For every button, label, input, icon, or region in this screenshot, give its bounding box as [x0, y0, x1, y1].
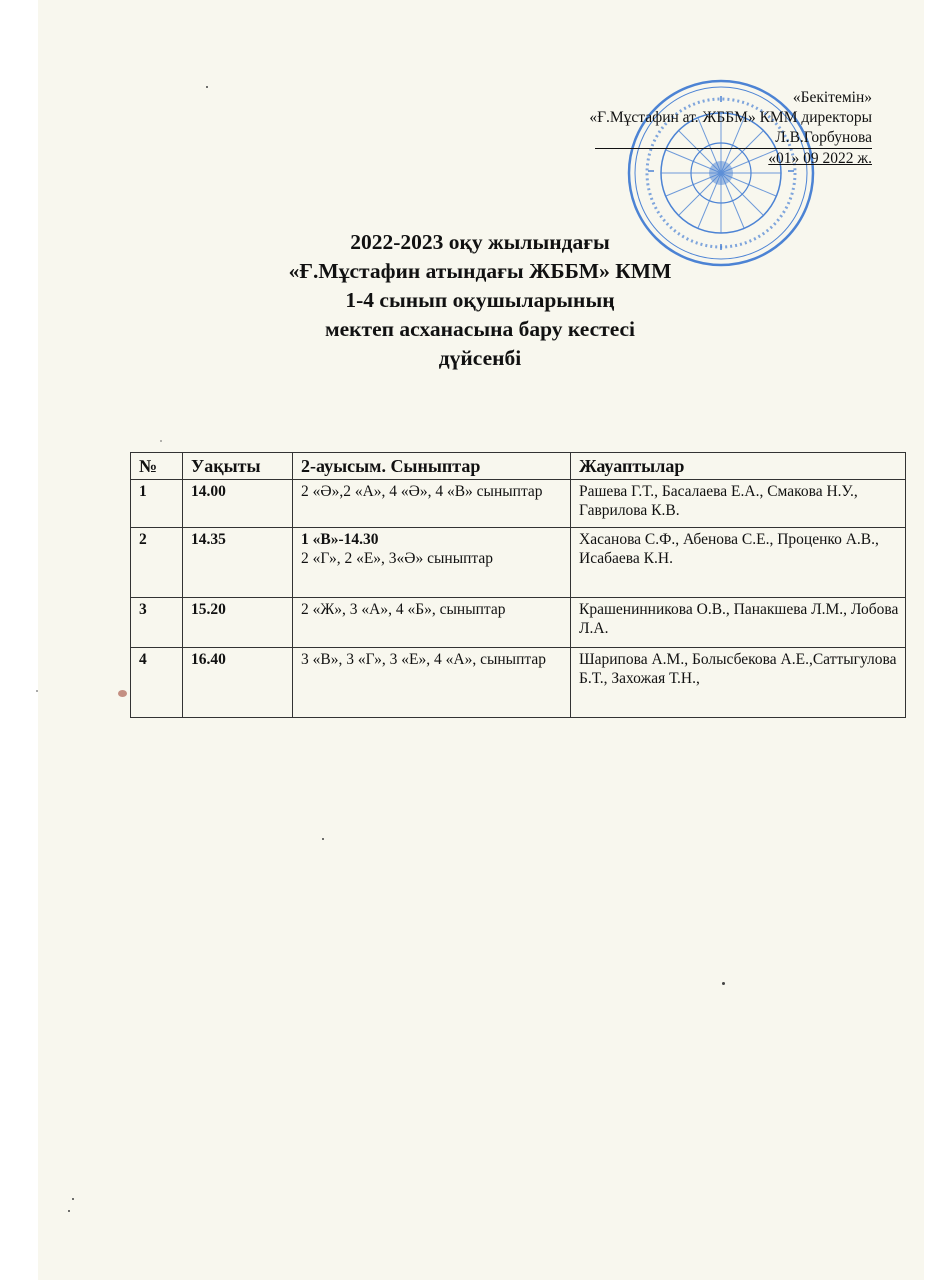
- row-classes-bold-text: 1 «В»-14.30: [301, 531, 379, 548]
- row-responsible: Хасанова С.Ф., Абенова С.Е., Проценко А.В., Исабаева К.Н.: [571, 528, 906, 598]
- row-classes: [293, 598, 571, 648]
- row-classes: [293, 480, 571, 528]
- schedule-table: [130, 452, 906, 718]
- approval-label: «Бекітемін»: [792, 89, 872, 106]
- row-number: 3: [131, 598, 183, 648]
- row-number: 4: [131, 648, 183, 718]
- title-line-1: 2022-2023 оқу жылындағы: [350, 230, 610, 254]
- header-responsible: Жауаптылар: [571, 453, 906, 480]
- approval-date: «01» 09 2022 ж.: [768, 150, 872, 167]
- row-classes: [293, 528, 571, 598]
- row-responsible: Рашева Г.Т., Басалаева Е.А., Смакова Н.У., Гаврилова К.В.: [571, 480, 906, 528]
- approval-block: [512, 88, 872, 169]
- row-responsible: Крашенинникова О.В., Панакшева Л.М., Лобова Л.А.: [571, 598, 906, 648]
- row-classes-text: 2 «Г», 2 «Е», 3«Ә» сыныптар: [301, 550, 494, 567]
- title-line-2: «Ғ.Мұстафин атындағы ЖББМ» КММ: [288, 259, 672, 283]
- table-row: [131, 648, 906, 718]
- scan-margin-left: [0, 0, 38, 1280]
- table-row: [131, 480, 906, 528]
- title-line-3: 1-4 сынып оқушыларының: [345, 288, 615, 312]
- table-row: [131, 598, 906, 648]
- title-line-4: мектеп асханасына бару кестесі: [324, 317, 636, 341]
- row-time: 16.40: [183, 648, 293, 718]
- row-number: 1: [131, 480, 183, 528]
- approval-director-title: «Ғ.Мұстафин ат. ЖББМ» КММ директоры: [589, 109, 872, 126]
- document-title: [200, 228, 760, 373]
- row-classes-text: 2 «Ә»,2 «А», 4 «Ә», 4 «В» сыныптар: [301, 483, 543, 500]
- row-number: 2: [131, 528, 183, 598]
- row-time: 15.20: [183, 598, 293, 648]
- table-header-row: [131, 453, 906, 480]
- title-line-5: дүйсенбі: [438, 346, 522, 370]
- table-row: [131, 528, 906, 598]
- row-time: 14.35: [183, 528, 293, 598]
- row-responsible: Шарипова А.М., Болысбекова А.Е.,Саттыгулова Б.Т., Захожая Т.Н.,: [571, 648, 906, 718]
- header-time: Уақыты: [183, 453, 293, 480]
- header-number: №: [131, 453, 183, 480]
- row-classes-text: 2 «Ж», 3 «А», 4 «Б», сыныптар: [301, 601, 506, 618]
- header-classes: 2-ауысым. Сыныптар: [293, 453, 571, 480]
- row-classes: [293, 648, 571, 718]
- approval-director-name: Л.В.Горбунова: [595, 128, 872, 149]
- scan-margin-right: [924, 0, 930, 1280]
- row-classes-text: 3 «В», 3 «Г», 3 «Е», 4 «А», сыныптар: [301, 651, 546, 668]
- row-time: 14.00: [183, 480, 293, 528]
